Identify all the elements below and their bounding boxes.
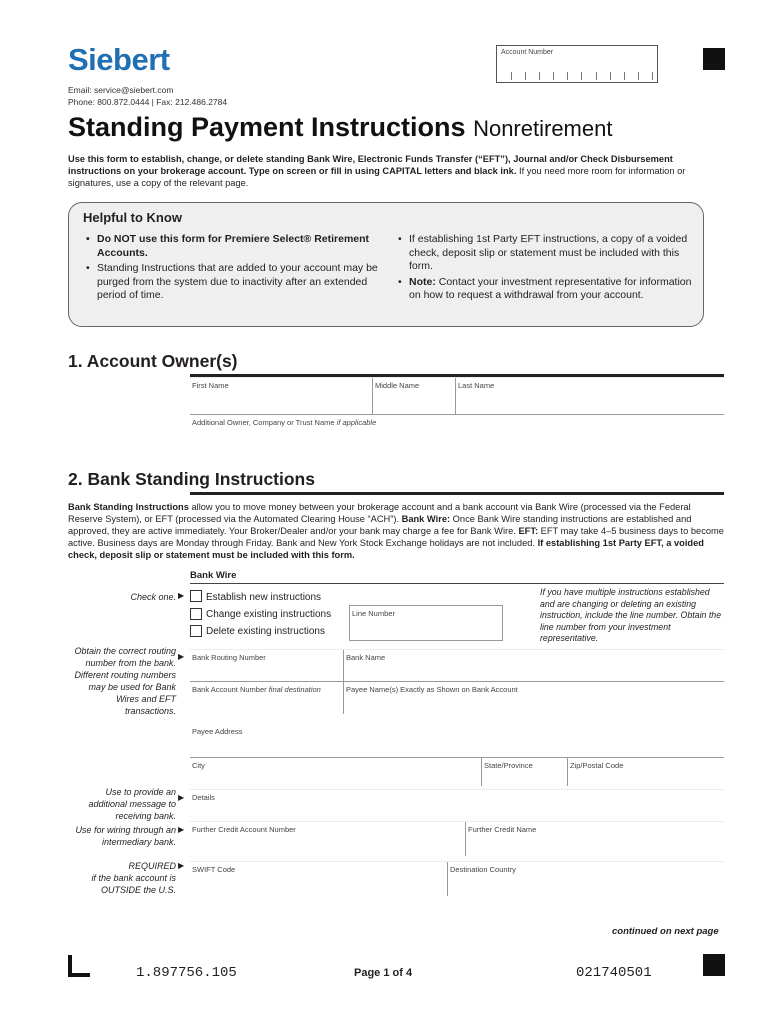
arrow-icon: ▶ [178, 652, 185, 661]
bank-name-field[interactable]: Bank Name [344, 650, 724, 681]
siebert-logo: Siebert [68, 42, 170, 77]
routing-note: Obtain the correct routing number from the bank. Different routing numbers may be used for Bank Wires and EFT transactions. [74, 646, 176, 716]
helpful-item: • Note: Contact your investment representative for information on how to request a withdrawal from your account. [409, 276, 699, 303]
intro-paragraph [68, 153, 728, 189]
section-2-rule [190, 492, 724, 495]
details-note: Use to provide an additional message to receiving bank. [88, 787, 176, 821]
phone-line: Phone: 800.872.0444 | Fax: 212.486.2784 [68, 97, 228, 107]
helpful-right-list [397, 233, 699, 305]
arrow-icon: ▶ [178, 861, 185, 870]
arrow-icon: ▶ [178, 793, 185, 802]
city-field[interactable]: City [190, 757, 482, 786]
delete-checkbox[interactable] [190, 625, 202, 637]
payee-address-field[interactable]: Payee Address [190, 724, 724, 757]
arrow-icon: ▶ [178, 825, 185, 834]
registration-mark-top [703, 48, 725, 70]
check-one-label: Check one. [130, 592, 176, 602]
helpful-item: • If establishing 1st Party EFT instructions, a copy of a voided check, deposit slip or statement must be included with this form. [409, 233, 699, 274]
swift-code-field[interactable]: SWIFT Code [190, 862, 448, 896]
bank-routing-field[interactable]: Bank Routing Number [190, 650, 344, 681]
middle-name-field[interactable]: Middle Name [373, 378, 456, 414]
details-field[interactable]: Details [190, 790, 724, 818]
zip-field[interactable]: Zip/Postal Code [568, 757, 724, 786]
line-number-note: If you have multiple instructions established and are changing or deleting an existing instruction, include the line number. Obtain the line number from your investment representative. [540, 587, 722, 643]
change-label: Change existing instructions [206, 609, 332, 620]
further-credit-account-field[interactable]: Further Credit Account Number [190, 822, 466, 856]
form-code: 021740501 [576, 965, 652, 981]
arrow-icon: ▶ [178, 591, 185, 600]
helpful-left-list [85, 233, 387, 305]
corner-mark-horizontal [68, 973, 90, 977]
destination-country-field[interactable]: Destination Country [448, 862, 724, 896]
form-version: 1.897756.105 [136, 965, 237, 981]
page-title [68, 112, 612, 143]
last-name-field[interactable]: Last Name [456, 378, 724, 414]
continued-note: continued on next page [612, 926, 719, 937]
section-2-title: 2. Bank Standing Instructions [68, 469, 315, 489]
establish-label: Establish new instructions [206, 592, 322, 603]
helpful-to-know-box [68, 202, 704, 327]
email-line: Email: service@siebert.com [68, 85, 174, 95]
helpful-item: • Do NOT use this form for Premiere Select® Retirement Accounts. [97, 233, 387, 260]
delete-label: Delete existing instructions [206, 626, 325, 637]
first-name-field[interactable]: First Name [190, 378, 373, 414]
account-number-label: Account Number [501, 49, 554, 56]
registration-mark-bottom [703, 954, 725, 976]
section-2-description: Bank Standing Instructions allow you to move money between your brokerage account and a bank account via Bank Wire (processed via the Federal Reserve System), or EFT (processed via the Automated Clearing House “ACH”). Bank Wire: Once Bank Wire standing instructions are established and approved, they are active immediately. Your Broker/Dealer and/or your bank may charge a fee for Bank Wire. EFT: EFT may take 4–5 business days to become active. Business days are Monday through Friday. Bank and New York Stock Exchange holidays are not included. If establishing 1st Party EFT, a voided check, deposit slip or statement must be included with this form. [68, 502, 724, 560]
account-number-field[interactable] [496, 45, 658, 83]
establish-checkbox[interactable] [190, 590, 202, 602]
contact-info [68, 84, 227, 108]
bank-wire-heading: Bank Wire [190, 570, 237, 581]
state-field[interactable]: State/Province [482, 757, 568, 786]
title-sub: Nonretirement [473, 116, 613, 141]
account-number-comb [511, 72, 653, 80]
page-number: Page 1 of 4 [354, 967, 413, 979]
title-main: Standing Payment Instructions [68, 112, 466, 142]
helpful-title: Helpful to Know [83, 210, 182, 225]
intermediary-note: Use for wiring through an intermediary bank. [75, 825, 176, 847]
further-credit-name-field[interactable]: Further Credit Name [466, 822, 724, 856]
change-checkbox[interactable] [190, 608, 202, 620]
section-1-title: 1. Account Owner(s) [68, 351, 238, 371]
required-note: REQUIRED if the bank account is OUTSIDE the U.S. [91, 861, 176, 895]
intro-bold: Use this form to establish, change, or delete standing Bank Wire, Electronic Funds Transfer (“EFT”), Journal and/or Check Disbursement instructions on your brokerage account. Type on screen or fill in using CAPITAL letters and black ink. [68, 154, 673, 176]
additional-owner-field[interactable]: Additional Owner, Company or Trust Name if applicable [190, 414, 724, 449]
intro-normal: If you need more room for information or signatures, use a copy of the relevant page. [68, 166, 686, 188]
line-number-field[interactable]: Line Number [349, 605, 503, 641]
bank-account-field[interactable]: Bank Account Number final destination [190, 681, 344, 714]
helpful-item: • Standing Instructions that are added to your account may be purged from the system due to inactivity after an extended period of time. [97, 262, 387, 303]
payee-names-field[interactable]: Payee Name(s) Exactly as Shown on Bank Account [344, 681, 724, 714]
